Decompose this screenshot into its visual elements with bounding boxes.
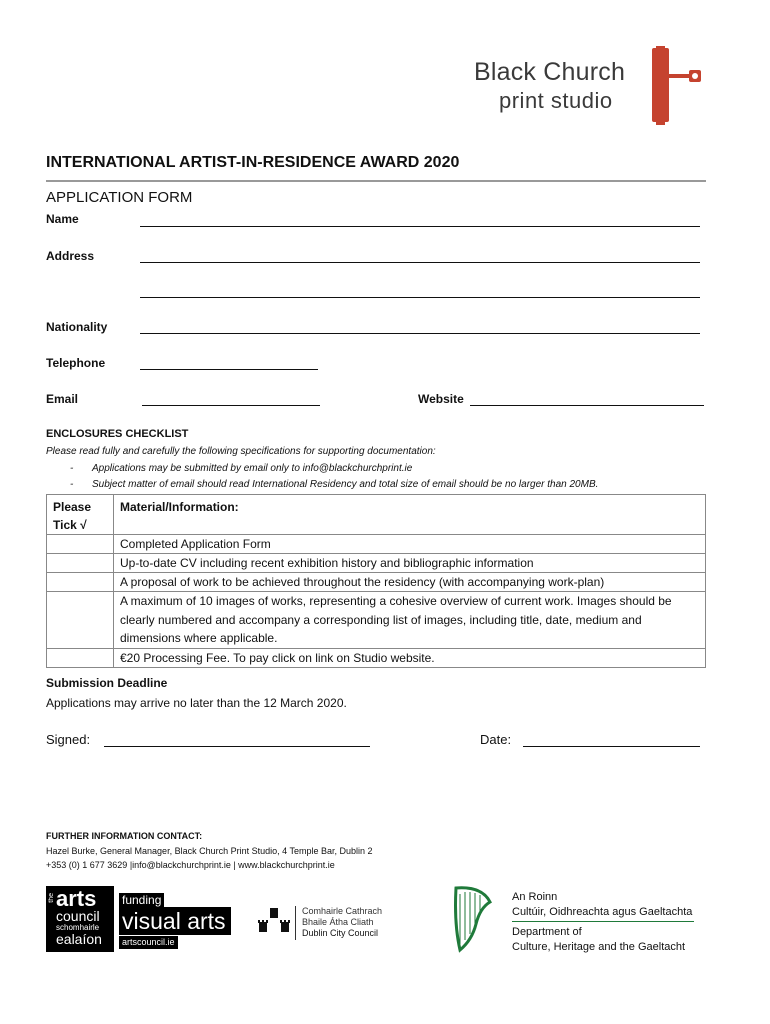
telephone-field[interactable] (140, 369, 318, 370)
dept-irish: Cultúir, Oidhreachta agus Gaeltachta (512, 906, 693, 918)
enclosures-intro: Please read fully and carefully the following specifications for supporting documentation: (46, 446, 436, 457)
dept-line2: Culture, Heritage and the Gaeltacht (512, 941, 686, 953)
address-field-line1[interactable] (140, 262, 700, 263)
table-row (47, 648, 706, 667)
funding-badge: funding (119, 893, 164, 908)
enclosures-bullet-2: Subject matter of email should read International Residency and total size of email should be no larger than 20MB. (92, 479, 599, 490)
address-field-line2[interactable] (140, 297, 700, 298)
arts-council-the: the (48, 893, 55, 903)
submission-text: Applications may arrive no later than the 12 March 2020. (46, 696, 347, 710)
logo-subtitle: print studio (499, 88, 613, 113)
contact-line2: +353 (0) 1 677 3629 |info@blackchurchprint.ie | www.blackchurchprint.ie (46, 860, 335, 870)
checklist-item: €20 Processing Fee. To pay click on link on Studio website. (114, 648, 706, 667)
name-field[interactable] (140, 226, 700, 227)
tick-box[interactable] (47, 554, 114, 573)
page-title: INTERNATIONAL ARTIST-IN-RESIDENCE AWARD 2020 (46, 154, 460, 171)
nationality-field[interactable] (140, 333, 700, 334)
website-label: Website (418, 392, 464, 406)
enclosures-heading: ENCLOSURES CHECKLIST (46, 428, 189, 440)
table-row (47, 592, 706, 649)
checklist-item: A proposal of work to be achieved throughout the residency (with accompanying work-plan) (114, 573, 706, 592)
dcc-line2: Bhaile Átha Cliath (302, 917, 374, 927)
table-row (47, 554, 706, 573)
artscouncil-site: artscouncil.ie (119, 936, 178, 949)
bullet-mark: - (70, 479, 74, 490)
checklist-table (46, 494, 706, 668)
checklist-item: Up-to-date CV including recent exhibition history and bibliographic information (114, 554, 706, 573)
brayer-logo-icon (642, 44, 706, 128)
table-row (47, 573, 706, 592)
dept-an-roinn: An Roinn (512, 891, 558, 903)
visual-arts-badge: visual arts (119, 907, 231, 935)
signed-label: Signed: (46, 732, 91, 747)
logo-title: Black Church (474, 58, 626, 86)
telephone-label: Telephone (46, 356, 106, 370)
title-divider (46, 180, 706, 182)
name-label: Name (46, 212, 79, 226)
table-header-row (47, 495, 706, 535)
enclosures-bullet-1: Applications may be submitted by email only to info@blackchurchprint.ie (92, 463, 413, 474)
dept-line1: Department of (512, 926, 582, 938)
date-field[interactable] (523, 746, 700, 747)
email-field[interactable] (142, 405, 320, 406)
table-row (47, 535, 706, 554)
castle-crest-icon (256, 906, 292, 938)
arts-council-council: council (56, 908, 100, 924)
dcc-line1: Comhairle Cathrach (302, 906, 383, 916)
contact-heading: FURTHER INFORMATION CONTACT: (46, 831, 203, 841)
arts-council-irish: schomhairle (56, 923, 100, 932)
signature-field[interactable] (104, 746, 370, 747)
website-field[interactable] (470, 405, 704, 406)
nationality-label: Nationality (46, 320, 108, 334)
tick-box[interactable] (47, 535, 114, 554)
dcc-divider (295, 906, 296, 940)
date-label: Date: (480, 732, 512, 747)
contact-line1: Hazel Burke, General Manager, Black Church Print Studio, 4 Temple Bar, Dublin 2 (46, 846, 373, 856)
tick-header-line1: Please (53, 500, 92, 514)
address-label: Address (46, 249, 95, 263)
tick-box[interactable] (47, 648, 114, 667)
checklist-item: Completed Application Form (114, 535, 706, 554)
bullet-mark: - (70, 463, 74, 474)
checklist-item: A maximum of 10 images of works, representing a cohesive overview of current work. Images should be clearly numbered and accompany a corresponding list of images, including title, date, medium and dimensions where applicable. (114, 592, 706, 649)
info-header-cell (114, 495, 706, 535)
tick-header (47, 495, 114, 535)
info-header: Material/Information: (120, 500, 239, 514)
submission-heading: Submission Deadline (46, 676, 168, 690)
tick-header-line2: Tick √ (53, 518, 87, 532)
tick-box[interactable] (47, 592, 114, 649)
email-label: Email (46, 392, 79, 406)
harp-icon (446, 884, 496, 954)
arts-council-logo (46, 886, 114, 952)
dcc-line3: Dublin City Council (302, 928, 379, 938)
arts-council-arts: arts (56, 886, 97, 911)
tick-box[interactable] (47, 573, 114, 592)
form-subtitle: APPLICATION FORM (46, 189, 193, 206)
arts-council-ealaion: ealaíon (56, 931, 102, 947)
dept-divider (512, 921, 694, 922)
